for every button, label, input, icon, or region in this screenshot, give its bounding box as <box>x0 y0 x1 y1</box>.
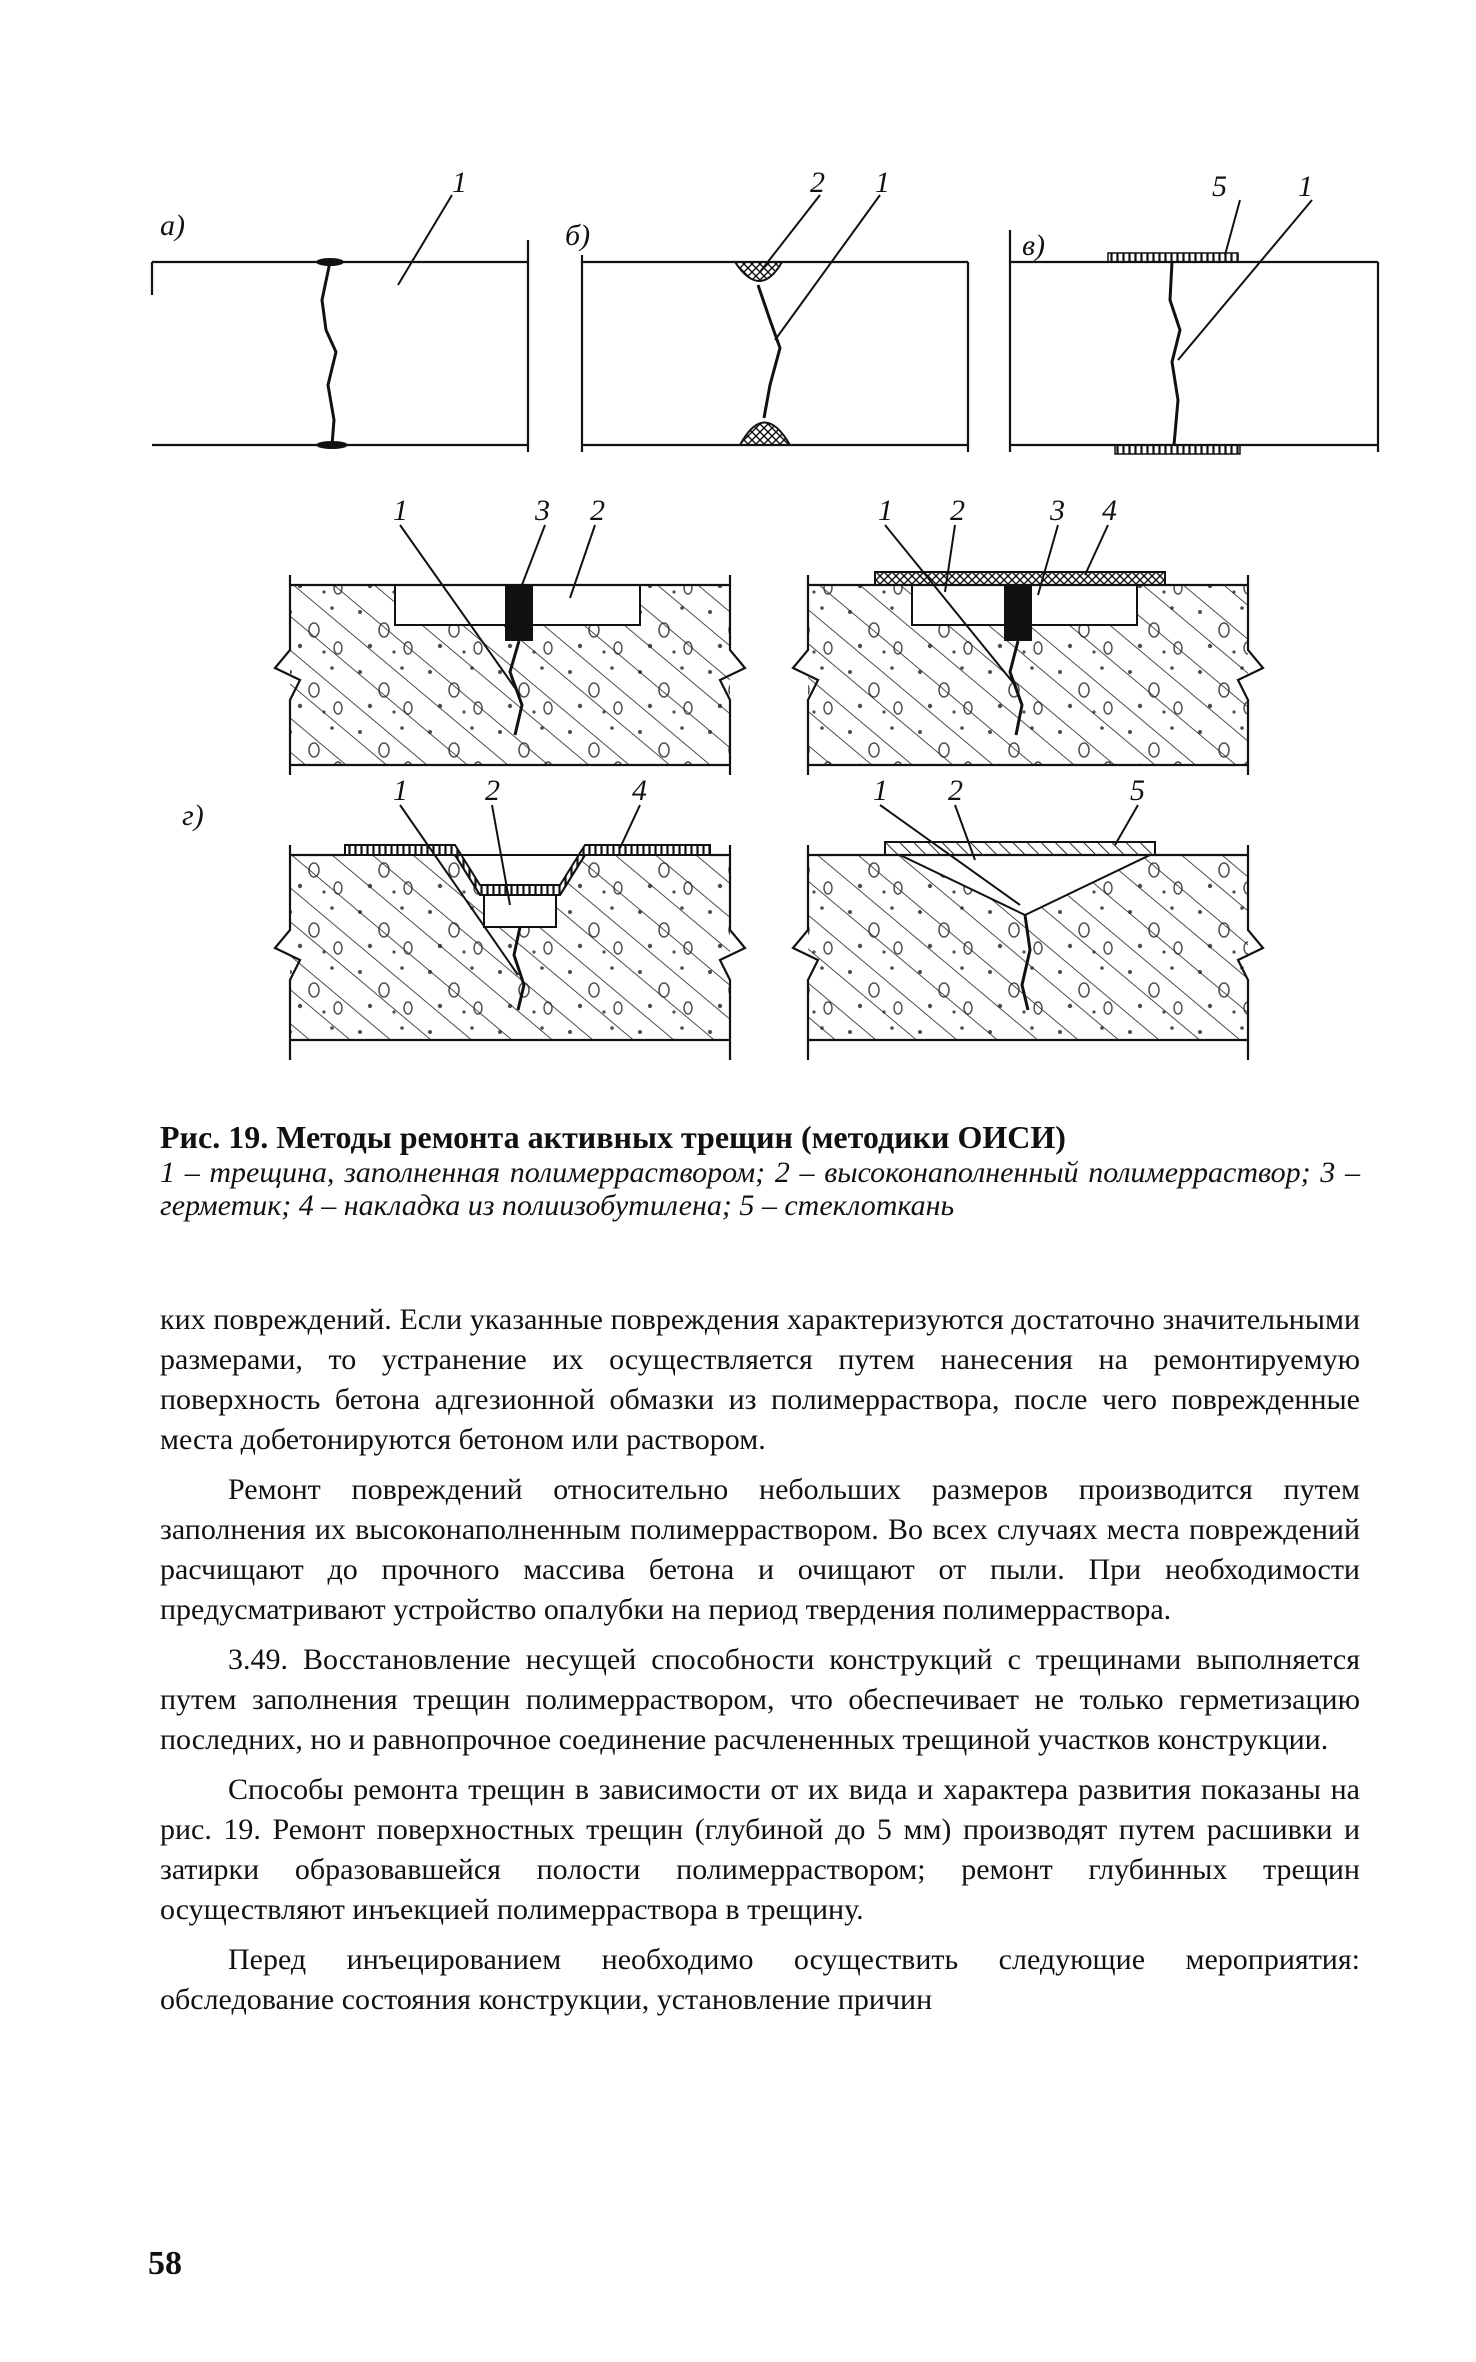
panel-v <box>1010 170 1378 454</box>
figure-caption <box>160 1118 1360 1222</box>
paragraph: Ремонт повреждений относительно небольших размеров производится путем заполнения их высоконаполненным полимерраствором. Во всех случаях места повреждений расчищают до прочного массива бетона и очищают от пыли. При необходимости предусматривают устройство опалубки на период твердения полимерраствора. <box>160 1473 1360 1626</box>
panel-b <box>565 166 968 452</box>
callout-g4-2: 2 <box>948 774 963 807</box>
paragraph: Способы ремонта трещин в зависимости от их вида и характера развития показаны на рис. 19. Ремонт поверхностных трещин (глубиной до 5 мм) производят путем расшивки и затирки образовавшейся полости полимерраствором; ремонт глубинных трещин осуществляют инъекцией полимерраствора в трещину. <box>160 1773 1360 1926</box>
callout-g2-4: 4 <box>1102 494 1117 527</box>
callout-b-1: 1 <box>875 166 890 199</box>
panel-label-b: б) <box>565 219 591 252</box>
figure-19 <box>0 0 1476 1100</box>
panel-g1 <box>275 494 745 775</box>
panel-a <box>152 166 528 452</box>
panel-g4 <box>793 774 1263 1060</box>
caption-legend: 1 – трещина, заполненная полимерраствором; 2 – высоконаполненный полимерраствор; 3 – герметик; 4 – накладка из полиизобутилена; 5 – стеклоткань <box>160 1156 1360 1222</box>
page-number: 58 <box>148 2245 182 2282</box>
body-text <box>160 1300 1360 2030</box>
callout-a-1: 1 <box>452 166 467 199</box>
callout-g3-2: 2 <box>485 774 500 807</box>
callout-g4-5: 5 <box>1130 774 1145 807</box>
panel-g3 <box>275 774 745 1060</box>
callout-g2-2: 2 <box>950 494 965 527</box>
callout-g1-3: 3 <box>535 494 550 527</box>
callout-v-1: 1 <box>1298 170 1313 203</box>
callout-g1-1: 1 <box>393 494 408 527</box>
callout-g4-1: 1 <box>873 774 888 807</box>
paragraph: Перед инъецированием необходимо осуществить следующие мероприятия: обследование состояния конструкции, установление причин <box>160 1943 1360 2016</box>
callout-v-5: 5 <box>1212 170 1227 203</box>
callout-g3-1: 1 <box>393 774 408 807</box>
paragraph: 3.49. Восстановление несущей способности конструкций с трещинами выполняется путем заполнения трещин полимерраствором, что обеспечивает не только герметизацию последних, но и равнопрочное соединение расчлененных трещиной участков конструкции. <box>160 1643 1360 1756</box>
caption-title: Рис. 19. Методы ремонта активных трещин (методики ОИСИ) <box>160 1119 1066 1155</box>
panel-label-v: в) <box>1022 229 1046 262</box>
callout-b-2: 2 <box>810 166 825 199</box>
paragraph: ких повреждений. Если указанные повреждения характеризуются достаточно значительными размерами, то устранение их осуществляется путем нанесения на ремонтируемую поверхность бетона адгезионной обмазки из полимерраствора, после чего поврежденные места добетонируются бетоном или раствором. <box>160 1303 1360 1456</box>
panel-label-g: г) <box>182 799 204 832</box>
callout-g2-3: 3 <box>1050 494 1065 527</box>
callout-g3-4: 4 <box>632 774 647 807</box>
callout-g2-1: 1 <box>878 494 893 527</box>
callout-g1-2: 2 <box>590 494 605 527</box>
panel-g2 <box>793 494 1263 775</box>
panel-label-a: а) <box>160 209 185 242</box>
